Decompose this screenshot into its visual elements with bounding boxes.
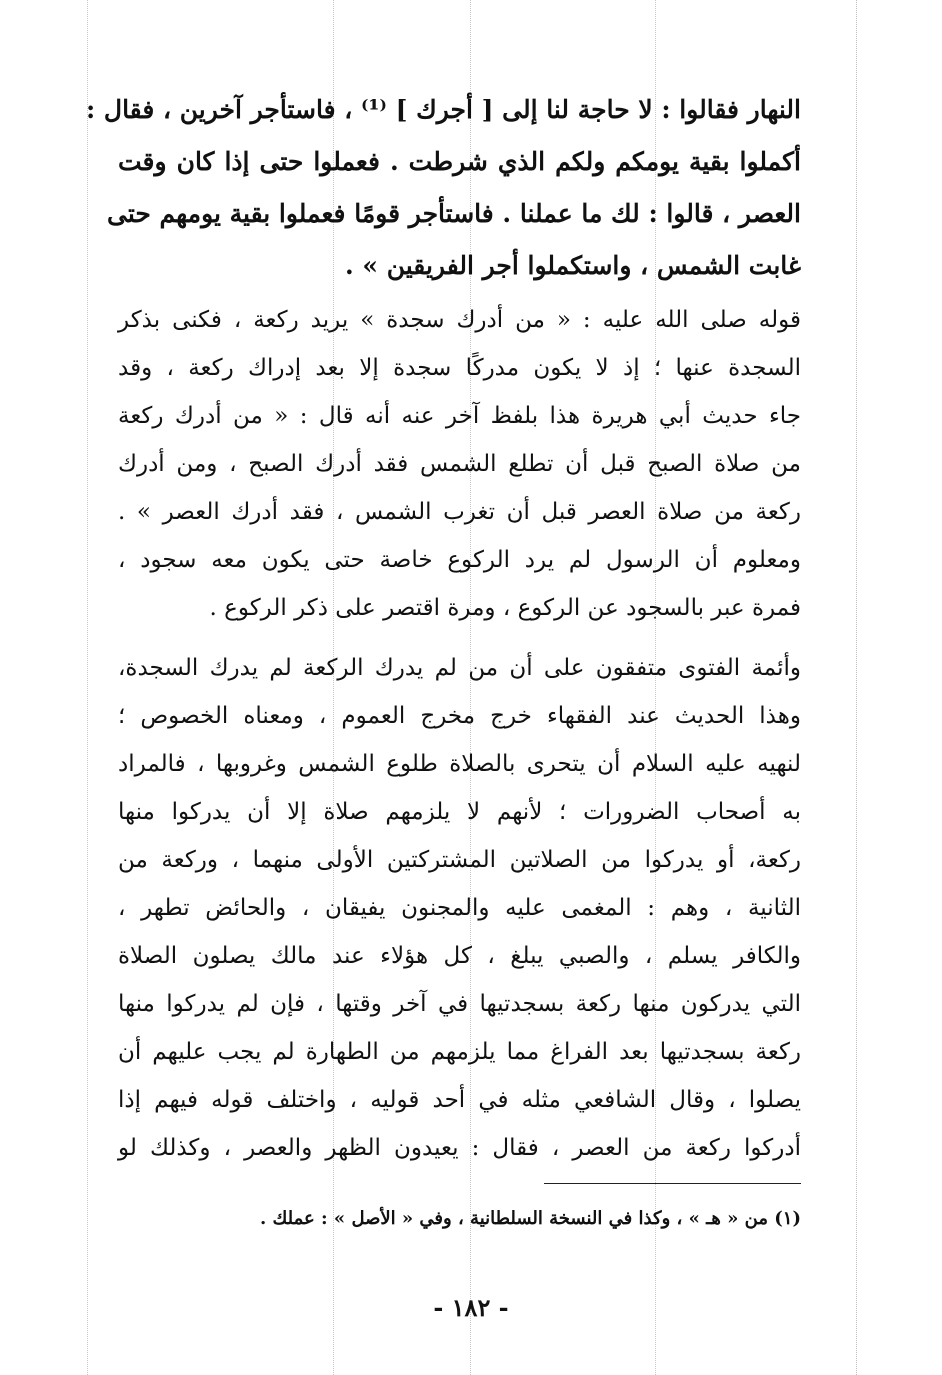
text-line: يصلوا ، وقال الشافعي مثله في أحد قوليه ، واختلف قوله فيهم إذا: [118, 1087, 801, 1113]
footnote-separator: [544, 1183, 801, 1184]
text-line: ركعة بسجدتيها بعد الفراغ مما يلزمهم من الطهارة لم يجب عليهم أن: [118, 1039, 801, 1065]
text-line: التي يدركون منها ركعة بسجدتيها في آخر وقتها ، فإن لم يدركوا منها: [118, 991, 801, 1017]
text-line: ركعة من صلاة العصر قبل أن تغرب الشمس ، فقد أدرك العصر » .: [118, 499, 801, 525]
text-line: النهار فقالوا : لا حاجة لنا إلى [ أجرك ] ⁽¹⁾ ، فاستأجر آخرين ، فقال :: [85, 95, 801, 124]
text-line: والكافر يسلم ، والصبي يبلغ ، كل هؤلاء عند مالك يصلون الصلاة: [118, 943, 801, 969]
text-line: قوله صلى الله عليه : « من أدرك سجدة » يريد ركعة ، فكنى بذكر: [118, 307, 801, 333]
paragraph-fiqh-discussion: [118, 644, 801, 1172]
text-line: العصر ، قالوا : لك ما عملنا . فاستأجر قومًا فعملوا بقية يومهم حتى: [106, 199, 801, 228]
text-line: غابت الشمس ، واستكملوا أجر الفريقين » .: [345, 251, 801, 280]
text-line: أدركوا ركعة من العصر ، فقال : يعيدون الظهر والعصر ، وكذلك لو: [118, 1135, 801, 1161]
footnote: (١) من « هـ » ، وكذا في النسخة السلطانية ، وفي « الأصل » : عملك .: [259, 1208, 801, 1229]
text-line: الثانية ، وهم : المغمى عليه والمجنون يفيقان ، والحائض تطهر ،: [118, 895, 801, 921]
text-line: ركعة، أو يدركوا من الصلاتين المشتركتين الأولى منهما ، وركعة من: [118, 847, 801, 873]
scan-guide-line: [87, 0, 88, 1375]
text-line: جاء حديث أبي هريرة هذا بلفظ آخر عنه أنه قال : « من أدرك ركعة: [118, 403, 801, 429]
scan-guide-line: [856, 0, 857, 1375]
text-line: به أصحاب الضرورات ؛ لأنهم لا يلزمهم صلاة إلا أن يدركوا منها: [118, 799, 801, 825]
page-number: - ١٨٢ -: [433, 1293, 509, 1322]
text-line: لنهيه عليه السلام أن يتحرى بالصلاة طلوع الشمس وغروبها ، فالمراد: [118, 751, 801, 777]
text-line: من صلاة الصبح قبل أن تطلع الشمس فقد أدرك الصبح ، ومن أدرك: [118, 451, 801, 477]
paragraph-hadith-quote: [85, 84, 801, 292]
text-line: ومعلوم أن الرسول لم يرد الركوع خاصة حتى يكون معه سجود ،: [118, 547, 801, 573]
text-line: وهذا الحديث عند الفقهاء خرج مخرج العموم ، ومعناه الخصوص ؛: [118, 703, 801, 729]
text-line: وأئمة الفتوى متفقون على أن من لم يدرك الركعة لم يدرك السجدة،: [118, 655, 801, 681]
text-line: فمرة عبر بالسجود عن الركوع ، ومرة اقتصر على ذكر الركوع .: [209, 595, 801, 621]
text-line: أكملوا بقية يومكم ولكم الذي شرطت . فعملوا حتى إذا كان وقت: [118, 147, 801, 176]
text-line: السجدة عنها ؛ إذ لا يكون مدركًا سجدة إلا بعد إدراك ركعة ، وقد: [118, 355, 801, 381]
paragraph-commentary: [118, 296, 801, 632]
